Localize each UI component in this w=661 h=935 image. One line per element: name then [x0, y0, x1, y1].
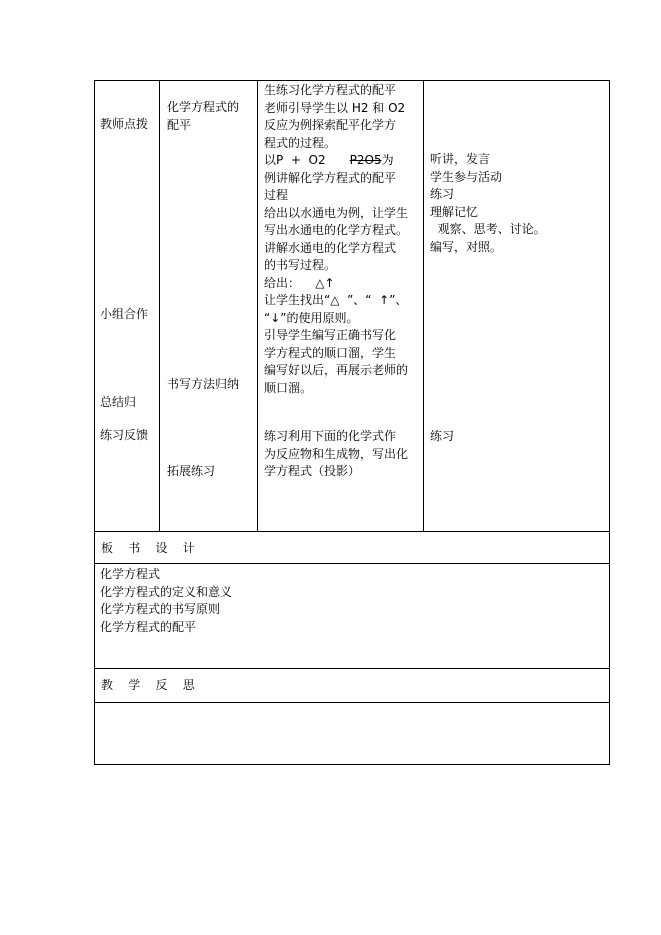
activity-line: 老师引导学生以 H2 和 O2	[264, 100, 406, 115]
equation-prefix: 以P + O2	[264, 153, 326, 167]
teaching-reflection-heading: 教 学 反 思	[101, 678, 195, 692]
teacher-activity-block-2	[264, 428, 408, 481]
board-design-heading: 板 书 设 计	[101, 541, 195, 555]
activity-line: 编写好以后，再展示老师的	[264, 363, 409, 377]
activity-line: 练习利用下面的化学式作	[264, 429, 397, 443]
student-practice: 练习	[430, 429, 455, 443]
activity-line: 学方程式的顺口溜，学生	[264, 345, 397, 360]
activity-line: 讲解水通电的化学方程式	[264, 240, 397, 255]
student-line: 学生参与活动	[430, 169, 503, 184]
board-line: 化学方程式的书写原则	[100, 602, 221, 616]
activity-line: 引导学生编写正确书写化	[264, 328, 397, 342]
activity-line: 顺口溜。	[264, 380, 313, 395]
activity-line: 学方程式（投影）	[264, 464, 361, 478]
student-line: 练习	[430, 187, 455, 201]
activity-line: 反应为例探索配平化学方	[264, 118, 397, 132]
equation-product: P2O5	[349, 153, 382, 167]
student-line: 观察、思考、讨论。	[430, 222, 546, 236]
activity-line: 给出以水通电为例，让学生	[264, 205, 409, 220]
activity-line: 为反应物和生成物，写出化	[264, 446, 409, 461]
label-writing-method: 书写方法归纳	[167, 377, 240, 391]
activity-line: 的书写过程。	[264, 258, 337, 272]
activity-line: 例讲解化学方程式的配平	[264, 170, 397, 185]
row-divider-board-heading	[94, 563, 610, 564]
col-divider-1	[159, 80, 160, 531]
label-teacher-guidance: 教师点拨	[100, 117, 149, 131]
label-extension-practice: 拓展练习	[167, 464, 216, 478]
student-line: 听讲，发言	[430, 152, 491, 166]
board-line: 化学方程式的配平	[100, 619, 197, 634]
row-divider-reflection-heading	[94, 702, 610, 703]
activity-line: 给出： △↑	[264, 275, 335, 290]
activity-line: 让学生找出“△ ”、“ ↑”、	[264, 293, 408, 307]
activity-line: 过程	[264, 188, 289, 202]
col-divider-2	[257, 80, 258, 531]
row-divider-board-top	[94, 531, 610, 532]
row-divider-reflection-top	[94, 668, 610, 669]
board-line: 化学方程式	[100, 567, 161, 581]
activity-line: 程式的过程。	[264, 135, 337, 150]
label-summary: 总结归	[100, 395, 137, 409]
activity-line: 生练习化学方程式的配平	[264, 83, 397, 97]
activity-line: “↓”的使用原则。	[264, 310, 359, 325]
label-balancing	[167, 99, 239, 134]
activity-line: 写出水通电的化学方程式。	[264, 223, 409, 237]
label-balancing-line-2: 配平	[167, 117, 192, 132]
teacher-activity-block-1	[264, 82, 408, 397]
label-balancing-line-1: 化学方程式的	[167, 100, 240, 114]
label-practice-feedback: 练习反馈	[100, 428, 149, 442]
equation-line	[264, 152, 408, 170]
board-design-content	[100, 566, 232, 636]
col-divider-3	[423, 80, 424, 531]
equation-suffix: 为	[381, 153, 394, 167]
student-activity-block-1	[430, 151, 546, 256]
student-line: 编写，对照。	[430, 239, 503, 254]
student-line: 理解记忆	[430, 204, 479, 219]
label-group-work: 小组合作	[100, 307, 149, 321]
board-line: 化学方程式的定义和意义	[100, 584, 233, 599]
